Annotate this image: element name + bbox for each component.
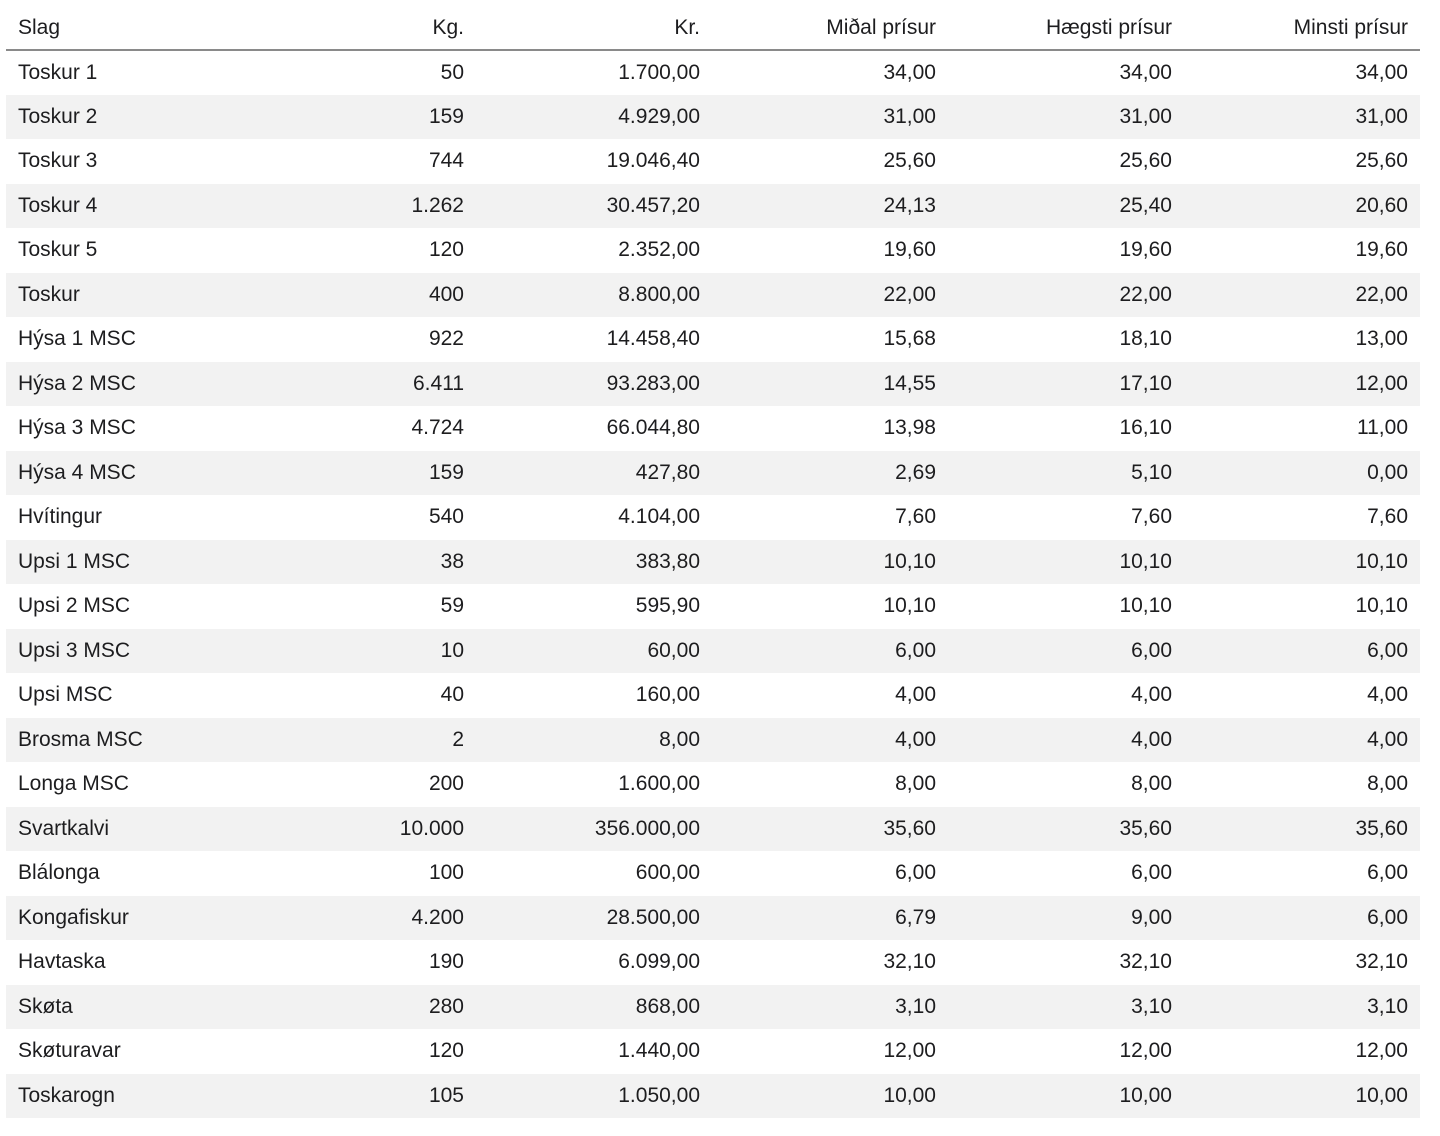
cell-kg: 190: [428, 950, 464, 974]
cell-min-price: 13,00: [1355, 327, 1408, 351]
cell-slag: Toskur 2: [6, 95, 248, 140]
cell-kg: 1.262: [248, 184, 476, 229]
table-row: [6, 1074, 1420, 1119]
header-mean-price: Miðal prísur: [712, 6, 948, 50]
cell-kr: 14.458,40: [606, 327, 700, 351]
table-row: [6, 495, 1420, 540]
table-row: [6, 896, 1420, 941]
cell-kr: 1.440,00: [618, 1039, 700, 1063]
cell-max-price: 16,10: [1119, 416, 1172, 440]
cell-slag: Toskur 1: [18, 60, 98, 84]
table-row: [6, 139, 1420, 184]
table-row: [6, 673, 1420, 718]
cell-mean-price: 19,60: [883, 238, 936, 262]
cell-kg: 744: [428, 149, 464, 173]
cell-max-price: 18,10: [1119, 327, 1172, 351]
cell-mean-price: 13,98: [883, 416, 936, 440]
cell-kg: 159: [248, 95, 476, 140]
table-row: [6, 50, 1420, 95]
table-row: [6, 362, 1420, 407]
table-row: [6, 940, 1420, 985]
header-min-price: Minsti prísur: [1184, 6, 1420, 50]
table-row: [6, 807, 1420, 852]
cell-mean-price: 31,00: [712, 95, 948, 140]
cell-max-price: 22,00: [948, 273, 1184, 318]
cell-mean-price: 7,60: [895, 505, 936, 529]
cell-slag: Hvítingur: [18, 505, 103, 529]
cell-mean-price: 2,69: [712, 451, 948, 496]
cell-kr: 8,00: [476, 718, 712, 763]
cell-kr: 868,00: [476, 985, 712, 1030]
table-row: [6, 718, 1420, 763]
cell-slag: Toskur 4: [6, 184, 248, 229]
cell-slag: Toskarogn: [6, 1074, 248, 1119]
cell-mean-price: 32,10: [883, 950, 936, 974]
cell-min-price: 20,60: [1184, 184, 1420, 229]
table-row: [6, 762, 1420, 807]
cell-kr: 6.099,00: [618, 950, 700, 974]
cell-kr: 4.929,00: [476, 95, 712, 140]
price-table-container: [6, 6, 1420, 1118]
cell-min-price: 35,60: [1184, 807, 1420, 852]
cell-mean-price: 25,60: [883, 149, 936, 173]
cell-max-price: 9,00: [948, 896, 1184, 941]
table-row: [6, 540, 1420, 585]
cell-max-price: 5,10: [948, 451, 1184, 496]
cell-slag: Skøturavar: [18, 1039, 121, 1063]
table-row: [6, 184, 1420, 229]
cell-mean-price: 12,00: [883, 1039, 936, 1063]
cell-min-price: 19,60: [1355, 238, 1408, 262]
cell-mean-price: 24,13: [712, 184, 948, 229]
table-row: [6, 406, 1420, 451]
cell-kg: 10: [248, 629, 476, 674]
cell-mean-price: 8,00: [895, 772, 936, 796]
cell-min-price: 12,00: [1355, 1039, 1408, 1063]
table-row: [6, 451, 1420, 496]
cell-max-price: 6,00: [948, 629, 1184, 674]
cell-slag: Toskur 3: [18, 149, 98, 173]
cell-max-price: 6,00: [1131, 861, 1172, 885]
cell-kg: 4.200: [248, 896, 476, 941]
cell-slag: Brosma MSC: [6, 718, 248, 763]
cell-kg: 105: [248, 1074, 476, 1119]
cell-slag: Upsi 2 MSC: [18, 594, 131, 618]
cell-min-price: 10,10: [1184, 540, 1420, 585]
cell-min-price: 6,00: [1184, 629, 1420, 674]
cell-kr: 4.104,00: [618, 505, 700, 529]
cell-max-price: 10,10: [948, 540, 1184, 585]
cell-mean-price: 14,55: [712, 362, 948, 407]
header-kg: Kg.: [248, 6, 476, 50]
table-row: [6, 985, 1420, 1030]
cell-mean-price: 4,00: [895, 683, 936, 707]
cell-kr: 8.800,00: [476, 273, 712, 318]
cell-kr: 19.046,40: [606, 149, 700, 173]
cell-max-price: 34,00: [1119, 60, 1172, 84]
cell-kg: 2: [248, 718, 476, 763]
cell-min-price: 12,00: [1184, 362, 1420, 407]
cell-slag: Hýsa 3 MSC: [18, 416, 136, 440]
cell-mean-price: 6,00: [895, 861, 936, 885]
table-row: [6, 273, 1420, 318]
cell-max-price: 35,60: [948, 807, 1184, 852]
table-row: [6, 584, 1420, 629]
cell-kg: 120: [428, 1039, 464, 1063]
cell-max-price: 3,10: [948, 985, 1184, 1030]
cell-max-price: 10,00: [948, 1074, 1184, 1119]
cell-slag: Svartkalvi: [6, 807, 248, 852]
cell-slag: Toskur: [6, 273, 248, 318]
cell-kr: 1.600,00: [618, 772, 700, 796]
cell-slag: Upsi 1 MSC: [6, 540, 248, 585]
table-body: [6, 50, 1420, 1118]
cell-max-price: 4,00: [1131, 683, 1172, 707]
cell-mean-price: 34,00: [883, 60, 936, 84]
cell-kr: 600,00: [635, 861, 700, 885]
cell-mean-price: 10,00: [712, 1074, 948, 1119]
cell-mean-price: 10,10: [712, 540, 948, 585]
cell-kg: 540: [428, 505, 464, 529]
cell-min-price: 10,00: [1184, 1074, 1420, 1119]
cell-mean-price: 15,68: [883, 327, 936, 351]
table-row: [6, 851, 1420, 896]
cell-kg: 400: [248, 273, 476, 318]
cell-min-price: 22,00: [1184, 273, 1420, 318]
cell-kr: 427,80: [476, 451, 712, 496]
cell-kg: 159: [248, 451, 476, 496]
cell-kg: 50: [440, 60, 464, 84]
table-row: [6, 1029, 1420, 1074]
cell-kr: 66.044,80: [606, 416, 700, 440]
cell-kg: 200: [428, 772, 464, 796]
cell-kr: 30.457,20: [476, 184, 712, 229]
cell-kr: 356.000,00: [476, 807, 712, 852]
cell-min-price: 32,10: [1355, 950, 1408, 974]
cell-max-price: 8,00: [1131, 772, 1172, 796]
cell-max-price: 4,00: [948, 718, 1184, 763]
cell-slag: Longa MSC: [18, 772, 129, 796]
cell-max-price: 7,60: [1131, 505, 1172, 529]
cell-mean-price: 6,79: [712, 896, 948, 941]
cell-kg: 38: [248, 540, 476, 585]
cell-slag: Upsi MSC: [18, 683, 113, 707]
cell-kg: 10.000: [248, 807, 476, 852]
cell-min-price: 31,00: [1184, 95, 1420, 140]
cell-kr: 28.500,00: [476, 896, 712, 941]
cell-kg: 40: [440, 683, 464, 707]
cell-max-price: 25,40: [948, 184, 1184, 229]
cell-slag: Hýsa 1 MSC: [18, 327, 136, 351]
table-row: [6, 317, 1420, 362]
header-kr: Kr.: [476, 6, 712, 50]
cell-max-price: 10,10: [1119, 594, 1172, 618]
cell-min-price: 25,60: [1355, 149, 1408, 173]
cell-mean-price: 35,60: [712, 807, 948, 852]
cell-kr: 383,80: [476, 540, 712, 585]
header-row: [6, 6, 1420, 50]
cell-mean-price: 22,00: [712, 273, 948, 318]
cell-kg: 280: [248, 985, 476, 1030]
price-table: [6, 6, 1420, 1118]
cell-min-price: 11,00: [1357, 416, 1408, 440]
cell-min-price: 0,00: [1184, 451, 1420, 496]
cell-max-price: 25,60: [1119, 149, 1172, 173]
cell-kr: 2.352,00: [618, 238, 700, 262]
cell-max-price: 31,00: [948, 95, 1184, 140]
cell-kr: 1.700,00: [618, 60, 700, 84]
cell-kr: 595,90: [635, 594, 700, 618]
cell-kg: 100: [428, 861, 464, 885]
cell-slag: Skøta: [6, 985, 248, 1030]
cell-max-price: 19,60: [1119, 238, 1172, 262]
cell-min-price: 10,10: [1355, 594, 1408, 618]
cell-mean-price: 6,00: [712, 629, 948, 674]
cell-max-price: 32,10: [1119, 950, 1172, 974]
cell-min-price: 34,00: [1355, 60, 1408, 84]
cell-kg: 120: [428, 238, 464, 262]
cell-slag: Hýsa 4 MSC: [6, 451, 248, 496]
cell-max-price: 12,00: [1119, 1039, 1172, 1063]
cell-kr: 160,00: [635, 683, 700, 707]
cell-kr: 93.283,00: [476, 362, 712, 407]
cell-slag: Upsi 3 MSC: [6, 629, 248, 674]
cell-mean-price: 3,10: [712, 985, 948, 1030]
cell-slag: Toskur 5: [18, 238, 98, 262]
table-row: [6, 95, 1420, 140]
cell-mean-price: 10,10: [883, 594, 936, 618]
cell-mean-price: 4,00: [712, 718, 948, 763]
cell-kg: 6.411: [248, 362, 476, 407]
cell-kg: 4.724: [411, 416, 464, 440]
cell-slag: Kongafiskur: [6, 896, 248, 941]
cell-kg: 59: [440, 594, 464, 618]
header-slag: Slag: [6, 6, 248, 50]
cell-min-price: 7,60: [1367, 505, 1408, 529]
table-row: [6, 228, 1420, 273]
cell-min-price: 6,00: [1367, 861, 1408, 885]
cell-kr: 1.050,00: [476, 1074, 712, 1119]
header-max-price: Hægsti prísur: [948, 6, 1184, 50]
cell-min-price: 4,00: [1367, 683, 1408, 707]
cell-slag: Havtaska: [18, 950, 106, 974]
table-row: [6, 629, 1420, 674]
cell-slag: Blálonga: [18, 861, 100, 885]
cell-min-price: 3,10: [1184, 985, 1420, 1030]
table-header: [6, 6, 1420, 50]
cell-kr: 60,00: [476, 629, 712, 674]
cell-max-price: 17,10: [948, 362, 1184, 407]
cell-min-price: 4,00: [1184, 718, 1420, 763]
cell-min-price: 6,00: [1184, 896, 1420, 941]
cell-min-price: 8,00: [1367, 772, 1408, 796]
cell-kg: 922: [428, 327, 464, 351]
cell-slag: Hýsa 2 MSC: [6, 362, 248, 407]
